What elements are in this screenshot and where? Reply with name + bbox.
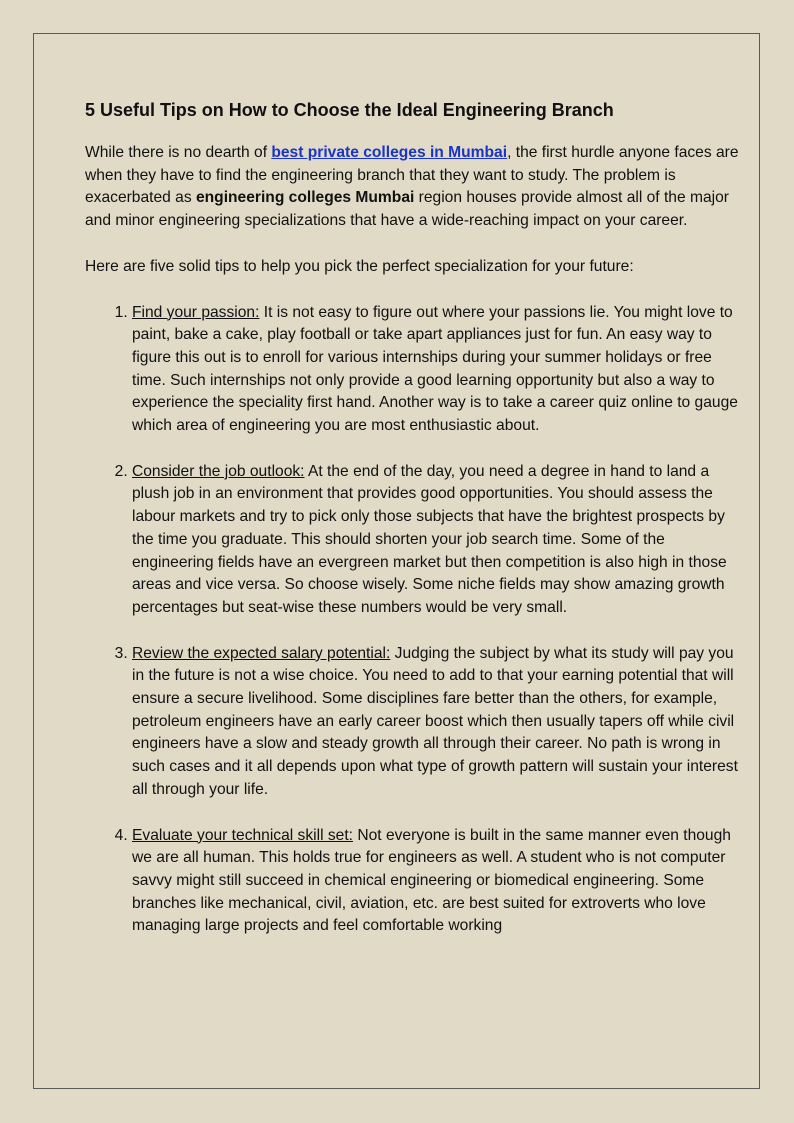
best-private-colleges-link[interactable]: best private colleges in Mumbai [271,144,508,161]
tip-title: Evaluate your technical skill set: [132,826,354,844]
intro-paragraph [85,142,745,233]
tip-title: Find your passion: [132,303,260,321]
tip-body: At the end of the day, you need a degree in hand to land a plush job in an environment that provides good opportunities. You should assess the labour markets and try to pick only those subjects that have the brightest prospects by the time you graduate. This should shorten your job search time. Some of the engineering fields have an evergreen market but then competition is also high in those areas and vice versa. So choose wisely. Some niche fields may show amazing growth percentages but seat-wise these numbers would be very small. [132,462,727,616]
intro-text-2: , the first hurdle anyone faces are when they have to find the engineering branch that they want to study. The problem is exacerbated as [85,144,739,207]
intro-bold-text: engineering colleges Mumbai [195,189,415,207]
list-item [132,825,745,939]
article-title: 5 Useful Tips on How to Choose the Ideal Engineering Branch [85,100,614,120]
tip-body: It is not easy to figure out where your passions lie. You might love to paint, bake a cake, play football or take apart appliances just for fun. An easy way to figure this out is to enroll for various internships during your summer holidays or free time. Such internships not only provide a good learning opportunity but also a way to experience the speciality first hand. Another way is to take a career quiz online to gauge which area of engineering you are most enthusiastic about. [132,303,738,435]
tips-list [85,302,745,939]
document-page [33,33,760,1089]
list-item [132,461,745,620]
article-content [85,98,745,961]
tip-title: Consider the job outlook: [132,462,305,480]
tip-title: Review the expected salary potential: [132,644,391,662]
intro-text-1: While there is no dearth of [85,144,272,161]
list-item [132,302,745,438]
intro-text-3: region houses provide almost all of the major and minor engineering specializations that have a wide-reaching impact on your career. [85,189,729,230]
tip-body: Not everyone is built in the same manner even though we are all human. This holds true for engineers as well. A student who is not computer savvy might still succeed in chemical engineering or biomedical engineering. Some branches like mechanical, civil, aviation, etc. are best suited for extroverts who love managing large projects and feel comfortable working [132,826,731,935]
list-item [132,643,745,802]
tip-body: Judging the subject by what its study will pay you in the future is not a wise choice. You need to add to that your earning potential that will ensure a secure livelihood. Some disciplines fare better than the others, for example, petroleum engineers have an early career boost which then usually tapers off while civil engineers have a slow and steady growth all through their career. No path is wrong in such cases and it all depends upon what type of growth pattern will sustain your interest all through your life. [132,644,738,798]
lead-paragraph: Here are five solid tips to help you pick the perfect specialization for your future: [85,257,634,275]
